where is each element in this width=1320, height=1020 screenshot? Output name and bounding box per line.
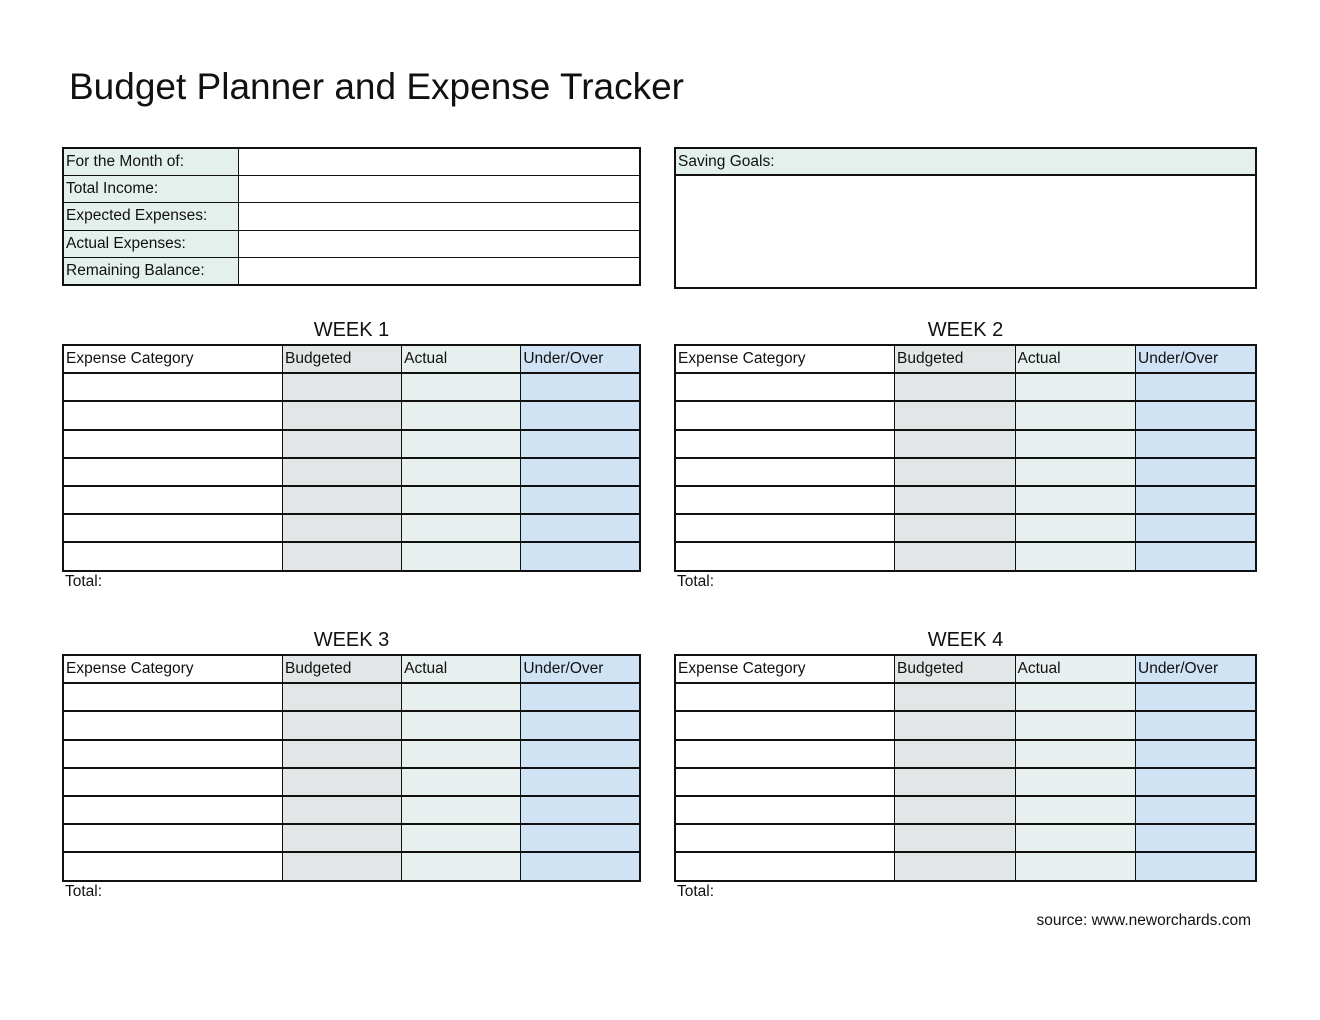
under-over-cell[interactable]	[521, 514, 640, 542]
category-cell[interactable]	[63, 401, 283, 429]
week-1-section	[62, 319, 641, 597]
table-row	[675, 824, 1256, 852]
table-row	[63, 458, 640, 486]
table-row	[63, 683, 640, 711]
remaining-balance-field[interactable]	[239, 257, 641, 285]
summary-row	[63, 176, 640, 203]
table-row	[63, 401, 640, 429]
total-label: Total:	[677, 573, 715, 590]
week-3-section	[62, 629, 641, 907]
category-cell[interactable]	[63, 486, 283, 514]
week-title: WEEK 3	[313, 629, 390, 651]
table-row	[675, 458, 1256, 486]
budgeted-cell[interactable]	[895, 711, 1016, 739]
category-cell[interactable]	[675, 796, 895, 824]
column-header-category: Expense Category	[63, 655, 283, 683]
category-cell[interactable]	[63, 768, 283, 796]
table-row	[63, 430, 640, 458]
under-over-cell[interactable]	[1136, 711, 1257, 739]
table-row	[63, 542, 640, 570]
budgeted-cell[interactable]	[283, 514, 402, 542]
under-over-cell[interactable]	[1136, 852, 1257, 880]
column-header-actual: Actual	[1015, 655, 1136, 683]
category-cell[interactable]	[63, 458, 283, 486]
budgeted-cell[interactable]	[283, 401, 402, 429]
budgeted-cell[interactable]	[895, 683, 1016, 711]
column-header-actual: Actual	[402, 345, 521, 373]
budgeted-cell[interactable]	[283, 458, 402, 486]
budgeted-cell[interactable]	[895, 430, 1016, 458]
expected-expenses-label: Expected Expenses:	[63, 203, 239, 230]
budgeted-cell[interactable]	[283, 768, 402, 796]
expense-table	[674, 344, 1257, 572]
summary-table	[62, 147, 641, 286]
table-row	[675, 711, 1256, 739]
table-row	[63, 796, 640, 824]
table-row	[63, 740, 640, 768]
month-label: For the Month of:	[63, 148, 239, 176]
under-over-cell[interactable]	[521, 852, 640, 880]
category-cell[interactable]	[675, 768, 895, 796]
total-label: Total:	[65, 883, 103, 900]
column-header-under-over: Under/Over	[1136, 345, 1257, 373]
actual-cell[interactable]	[1015, 430, 1136, 458]
total-label: Total:	[65, 573, 103, 590]
under-over-cell[interactable]	[1136, 542, 1257, 570]
budgeted-cell[interactable]	[283, 796, 402, 824]
category-cell[interactable]	[675, 486, 895, 514]
total-label: Total:	[677, 883, 715, 900]
under-over-cell[interactable]	[521, 711, 640, 739]
table-row	[675, 401, 1256, 429]
saving-goals-field[interactable]	[676, 176, 1255, 285]
actual-cell[interactable]	[1015, 373, 1136, 401]
total-income-label: Total Income:	[63, 176, 239, 203]
column-header-actual: Actual	[1015, 345, 1136, 373]
actual-expenses-field[interactable]	[239, 230, 641, 257]
budgeted-cell[interactable]	[895, 458, 1016, 486]
category-cell[interactable]	[675, 683, 895, 711]
column-header-budgeted: Budgeted	[283, 345, 402, 373]
under-over-cell[interactable]	[1136, 430, 1257, 458]
actual-cell[interactable]	[1015, 796, 1136, 824]
expected-expenses-field[interactable]	[239, 203, 641, 230]
actual-cell[interactable]	[402, 711, 521, 739]
table-row	[675, 486, 1256, 514]
week-title: WEEK 4	[927, 629, 1004, 651]
budgeted-cell[interactable]	[283, 824, 402, 852]
under-over-cell[interactable]	[1136, 514, 1257, 542]
under-over-cell[interactable]	[1136, 740, 1257, 768]
summary-row	[63, 257, 640, 285]
actual-cell[interactable]	[402, 458, 521, 486]
column-header-category: Expense Category	[63, 345, 283, 373]
category-cell[interactable]	[675, 824, 895, 852]
category-cell[interactable]	[63, 796, 283, 824]
source-credit: source: www.neworchards.com	[1036, 912, 1251, 929]
page-title: Budget Planner and Expense Tracker	[69, 66, 684, 107]
budgeted-cell[interactable]	[283, 683, 402, 711]
table-row	[675, 514, 1256, 542]
table-row	[675, 768, 1256, 796]
category-cell[interactable]	[63, 740, 283, 768]
under-over-cell[interactable]	[521, 401, 640, 429]
category-cell[interactable]	[675, 852, 895, 880]
actual-cell[interactable]	[1015, 683, 1136, 711]
table-row	[63, 852, 640, 880]
week-2-section	[674, 319, 1257, 597]
under-over-cell[interactable]	[521, 683, 640, 711]
category-cell[interactable]	[63, 824, 283, 852]
remaining-balance-label: Remaining Balance:	[63, 257, 239, 285]
week-title: WEEK 1	[313, 319, 390, 341]
under-over-cell[interactable]	[521, 373, 640, 401]
table-header-row	[63, 655, 640, 683]
summary-row	[63, 148, 640, 176]
budgeted-cell[interactable]	[895, 824, 1016, 852]
budgeted-cell[interactable]	[283, 740, 402, 768]
actual-cell[interactable]	[1015, 458, 1136, 486]
actual-cell[interactable]	[1015, 768, 1136, 796]
under-over-cell[interactable]	[521, 486, 640, 514]
actual-cell[interactable]	[402, 542, 521, 570]
table-row	[63, 514, 640, 542]
category-cell[interactable]	[675, 711, 895, 739]
category-cell[interactable]	[675, 373, 895, 401]
summary-row	[63, 203, 640, 230]
category-cell[interactable]	[63, 683, 283, 711]
saving-goals-label: Saving Goals:	[676, 149, 1255, 176]
column-header-under-over: Under/Over	[1136, 655, 1257, 683]
category-cell[interactable]	[63, 852, 283, 880]
category-cell[interactable]	[63, 711, 283, 739]
table-row	[675, 683, 1256, 711]
under-over-cell[interactable]	[1136, 458, 1257, 486]
actual-cell[interactable]	[402, 514, 521, 542]
under-over-cell[interactable]	[1136, 768, 1257, 796]
under-over-cell[interactable]	[521, 796, 640, 824]
column-header-category: Expense Category	[675, 655, 895, 683]
column-header-under-over: Under/Over	[521, 345, 640, 373]
budgeted-cell[interactable]	[895, 768, 1016, 796]
table-header-row	[63, 345, 640, 373]
actual-cell[interactable]	[402, 373, 521, 401]
table-row	[675, 373, 1256, 401]
table-header-row	[675, 655, 1256, 683]
week-4-section	[674, 629, 1257, 907]
table-row	[675, 542, 1256, 570]
budgeted-cell[interactable]	[895, 852, 1016, 880]
actual-cell[interactable]	[402, 740, 521, 768]
category-cell[interactable]	[675, 514, 895, 542]
under-over-cell[interactable]	[521, 542, 640, 570]
actual-cell[interactable]	[1015, 486, 1136, 514]
actual-cell[interactable]	[402, 768, 521, 796]
budgeted-cell[interactable]	[895, 486, 1016, 514]
budgeted-cell[interactable]	[895, 401, 1016, 429]
expense-table	[62, 344, 641, 572]
budgeted-cell[interactable]	[283, 430, 402, 458]
budgeted-cell[interactable]	[895, 514, 1016, 542]
budgeted-cell[interactable]	[283, 542, 402, 570]
budgeted-cell[interactable]	[283, 486, 402, 514]
under-over-cell[interactable]	[1136, 824, 1257, 852]
table-row	[675, 852, 1256, 880]
budgeted-cell[interactable]	[895, 542, 1016, 570]
actual-cell[interactable]	[402, 683, 521, 711]
table-row	[63, 768, 640, 796]
table-row	[675, 740, 1256, 768]
budgeted-cell[interactable]	[895, 796, 1016, 824]
category-cell[interactable]	[675, 430, 895, 458]
category-cell[interactable]	[675, 542, 895, 570]
actual-cell[interactable]	[1015, 542, 1136, 570]
actual-cell[interactable]	[1015, 852, 1136, 880]
budgeted-cell[interactable]	[283, 852, 402, 880]
under-over-cell[interactable]	[521, 768, 640, 796]
column-header-category: Expense Category	[675, 345, 895, 373]
actual-cell[interactable]	[1015, 711, 1136, 739]
budgeted-cell[interactable]	[895, 740, 1016, 768]
under-over-cell[interactable]	[521, 430, 640, 458]
expense-table	[674, 654, 1257, 882]
actual-cell[interactable]	[1015, 740, 1136, 768]
category-cell[interactable]	[675, 740, 895, 768]
actual-cell[interactable]	[1015, 514, 1136, 542]
under-over-cell[interactable]	[1136, 796, 1257, 824]
saving-goals-box	[674, 147, 1257, 289]
budgeted-cell[interactable]	[895, 373, 1016, 401]
actual-expenses-label: Actual Expenses:	[63, 230, 239, 257]
column-header-under-over: Under/Over	[521, 655, 640, 683]
summary-row	[63, 230, 640, 257]
table-row	[63, 711, 640, 739]
total-income-field[interactable]	[239, 176, 641, 203]
table-row	[675, 796, 1256, 824]
table-header-row	[675, 345, 1256, 373]
week-title: WEEK 2	[927, 319, 1004, 341]
under-over-cell[interactable]	[1136, 373, 1257, 401]
category-cell[interactable]	[63, 373, 283, 401]
under-over-cell[interactable]	[521, 458, 640, 486]
actual-cell[interactable]	[402, 486, 521, 514]
actual-cell[interactable]	[1015, 824, 1136, 852]
category-cell[interactable]	[63, 430, 283, 458]
under-over-cell[interactable]	[521, 824, 640, 852]
under-over-cell[interactable]	[1136, 683, 1257, 711]
column-header-budgeted: Budgeted	[895, 655, 1016, 683]
column-header-budgeted: Budgeted	[895, 345, 1016, 373]
column-header-budgeted: Budgeted	[283, 655, 402, 683]
under-over-cell[interactable]	[1136, 401, 1257, 429]
category-cell[interactable]	[675, 458, 895, 486]
table-row	[63, 373, 640, 401]
category-cell[interactable]	[675, 401, 895, 429]
actual-cell[interactable]	[402, 401, 521, 429]
actual-cell[interactable]	[402, 852, 521, 880]
under-over-cell[interactable]	[1136, 486, 1257, 514]
category-cell[interactable]	[63, 514, 283, 542]
actual-cell[interactable]	[402, 824, 521, 852]
actual-cell[interactable]	[402, 796, 521, 824]
month-field[interactable]	[239, 148, 641, 176]
actual-cell[interactable]	[402, 430, 521, 458]
under-over-cell[interactable]	[521, 740, 640, 768]
actual-cell[interactable]	[1015, 401, 1136, 429]
budgeted-cell[interactable]	[283, 373, 402, 401]
category-cell[interactable]	[63, 542, 283, 570]
budgeted-cell[interactable]	[283, 711, 402, 739]
table-row	[63, 824, 640, 852]
expense-table	[62, 654, 641, 882]
column-header-actual: Actual	[402, 655, 521, 683]
table-row	[675, 430, 1256, 458]
table-row	[63, 486, 640, 514]
